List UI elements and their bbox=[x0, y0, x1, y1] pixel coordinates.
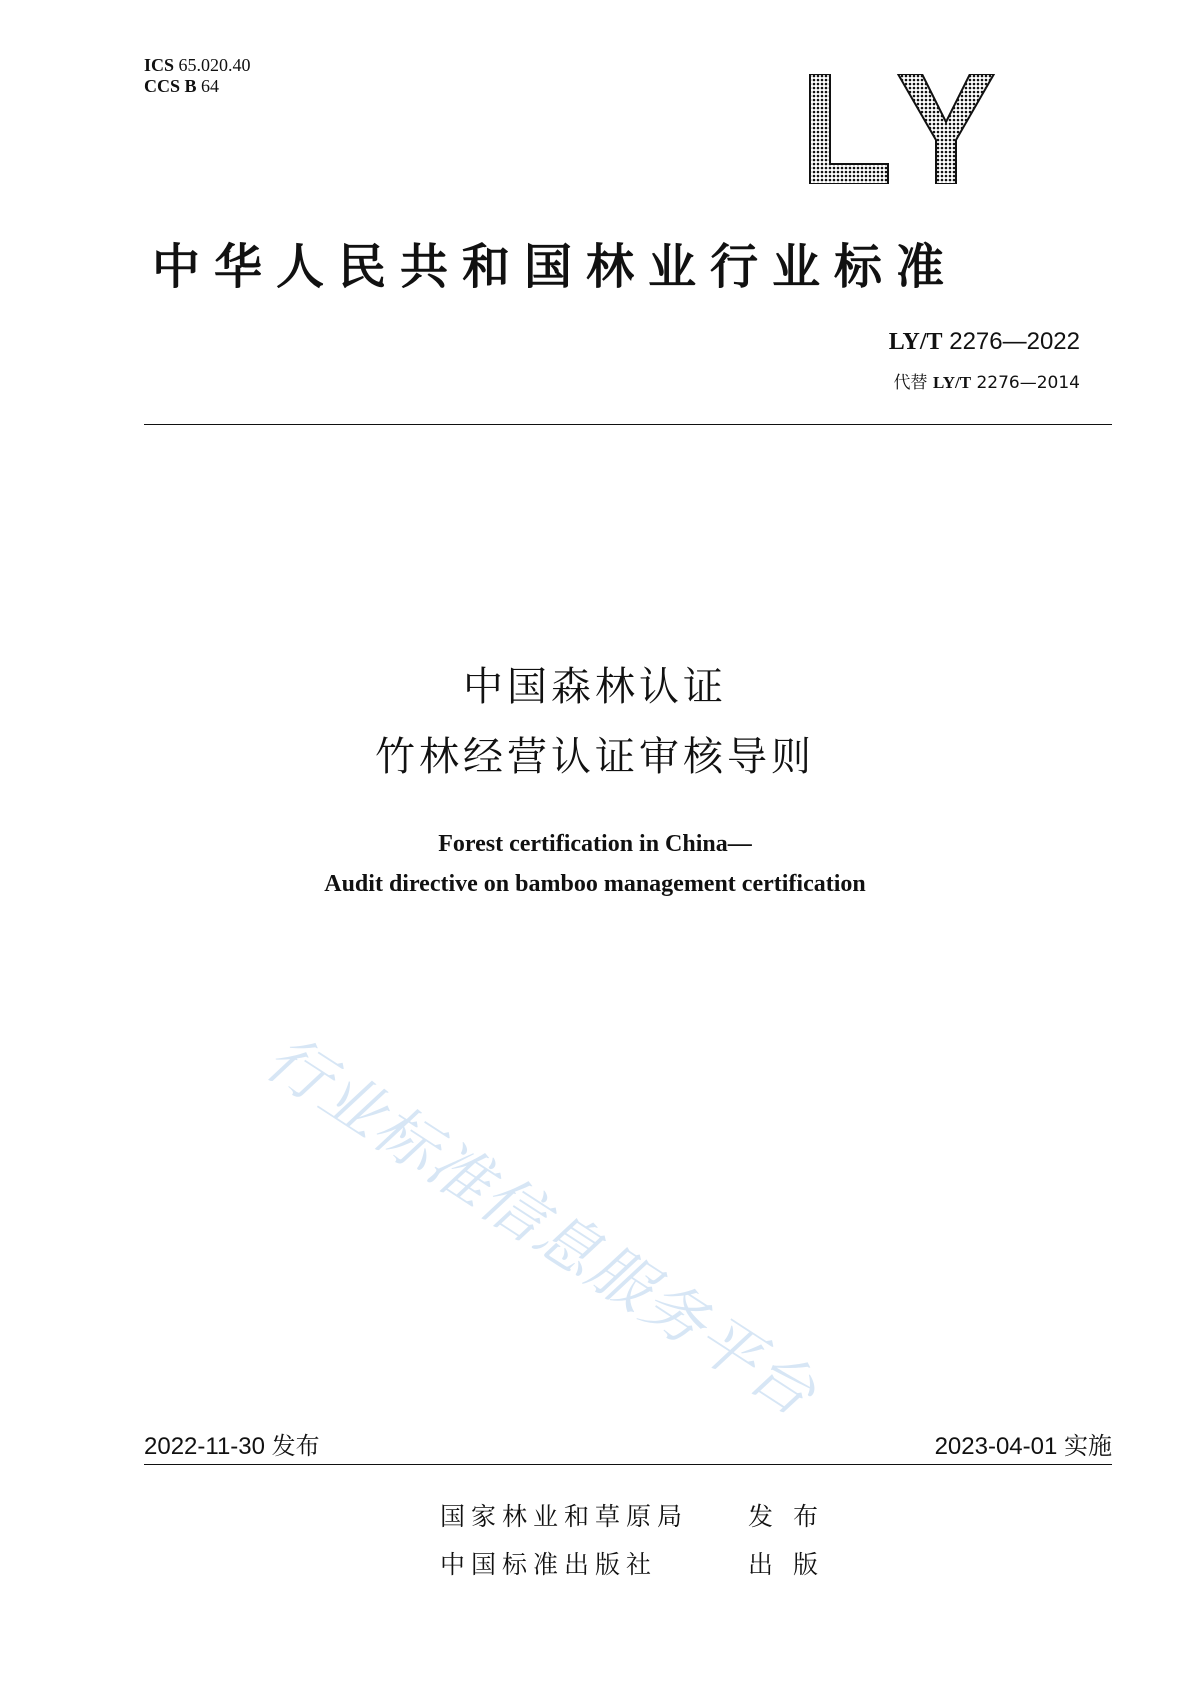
ccs-value: 64 bbox=[201, 76, 220, 96]
ccs-class: B bbox=[184, 76, 197, 96]
publisher-1-name: 国家林业和草原局 bbox=[440, 1502, 689, 1531]
implement-label: 实施 bbox=[1064, 1432, 1112, 1460]
implement-date bbox=[935, 1426, 1112, 1461]
publisher-2-role: 出 版 bbox=[748, 1550, 824, 1579]
bottom-divider bbox=[144, 1464, 1112, 1465]
publisher-2-name: 中国标准出版社 bbox=[440, 1550, 658, 1579]
ics-value: 65.020.40 bbox=[178, 55, 251, 75]
code-prefix: LY/T bbox=[888, 329, 943, 355]
issue-label: 发布 bbox=[271, 1432, 320, 1460]
ly-logo bbox=[808, 74, 1008, 184]
ics-label: ICS bbox=[144, 55, 175, 75]
title-cn-line1: 中国森林认证 bbox=[463, 664, 727, 710]
watermark: 行业标准信息服务平台 bbox=[253, 1020, 830, 1431]
code-number: 2276—2022 bbox=[949, 328, 1080, 355]
issue-date bbox=[144, 1426, 320, 1461]
implement-date-value: 2023-04-01 bbox=[934, 1433, 1058, 1460]
title-en-line1: Forest certification in China— bbox=[438, 831, 752, 857]
ccs-code bbox=[144, 76, 219, 96]
replaces-code bbox=[894, 368, 1080, 393]
standard-category: 中华人民共和国林业行业标准 bbox=[152, 239, 959, 295]
top-divider bbox=[144, 424, 1112, 425]
ccs-label: CCS bbox=[144, 76, 181, 96]
publisher-1-role: 发 布 bbox=[748, 1502, 824, 1531]
issue-date-value: 2022-11-30 bbox=[144, 1433, 265, 1460]
replaces-number: 2276—2014 bbox=[976, 373, 1080, 393]
ics-code bbox=[144, 55, 251, 75]
standard-code bbox=[889, 328, 1080, 356]
replaces-prefix: LY/T bbox=[932, 373, 972, 392]
title-cn-line2: 竹林经营认证审核导则 bbox=[375, 734, 815, 780]
replaces-label: 代替 bbox=[893, 373, 928, 393]
title-en-line2: Audit directive on bamboo management certification bbox=[324, 871, 866, 897]
